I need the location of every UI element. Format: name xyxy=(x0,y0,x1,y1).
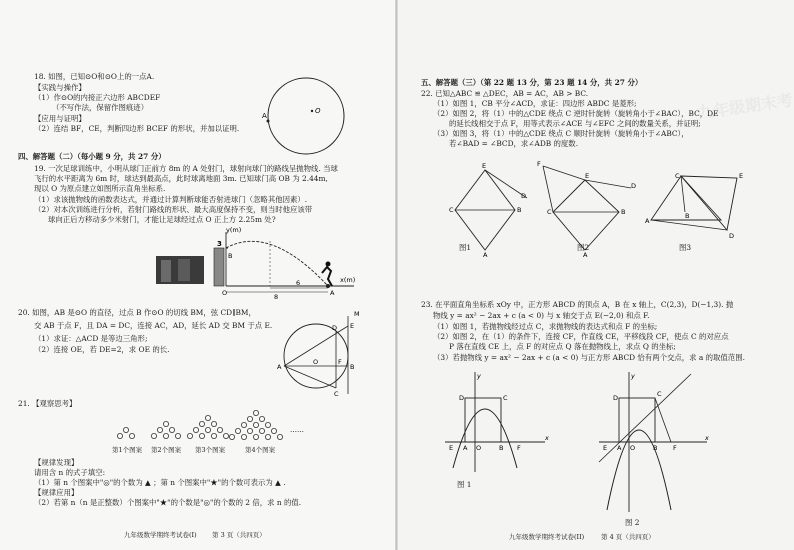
label-a: A xyxy=(463,444,468,452)
label-8: 8 xyxy=(274,293,279,300)
label-y: y xyxy=(631,372,635,380)
footer-left-title: 九年级数学期终考试卷(I) xyxy=(124,531,197,539)
label-f: F xyxy=(517,444,521,452)
q22-caption-3: 图3 xyxy=(679,243,692,252)
x-label: x(m) xyxy=(340,276,356,284)
label-y: y xyxy=(477,372,481,380)
pattern-3 xyxy=(187,415,228,438)
label-a: A xyxy=(617,444,622,452)
q23-caption-2: 图 2 xyxy=(625,518,640,527)
q18-apply-heading: 【应用与证明】 xyxy=(34,114,86,123)
q22-line2: （1）如图 1，CB 平分∠ACD，求证：四边形 ABDC 是菱形; xyxy=(433,99,637,108)
label-m: M xyxy=(354,310,360,318)
label-e: E xyxy=(350,322,355,330)
q23-caption-1: 图 1 xyxy=(457,480,472,489)
label-a: A xyxy=(483,251,488,258)
label-c: C xyxy=(503,394,508,402)
q21-caption-3: 第3个图案 xyxy=(195,446,226,454)
label-a: A xyxy=(277,363,282,371)
q21-heading: 21. 【观察思考】 xyxy=(18,399,77,408)
label-o: O xyxy=(222,289,228,297)
label-d: D xyxy=(729,232,735,240)
square-abcd xyxy=(619,398,655,442)
point-a xyxy=(326,284,330,288)
label-b: B xyxy=(517,206,522,214)
label-x: x xyxy=(545,434,549,442)
bleed-through-text: 九年级期末考 xyxy=(696,90,794,123)
q20-line3: （1）求证：△ACD 是等边三角形; xyxy=(34,334,148,343)
circle-o xyxy=(284,324,348,388)
label-e: E xyxy=(482,162,487,170)
q21-caption-2: 第2个图案 xyxy=(151,446,182,454)
footer-left-page: 第 3 页（共四页） xyxy=(212,531,266,539)
q18-practice-heading: 【实践与操作】 xyxy=(34,83,86,92)
q23-figure-2 xyxy=(595,368,713,516)
label-c: C xyxy=(675,172,680,180)
label-d: D xyxy=(521,192,527,200)
label-o: O xyxy=(313,358,319,366)
q18-part1: （1）作⊙O的内接正六边形 ABCDEF xyxy=(34,93,161,102)
pattern-2 xyxy=(151,421,180,438)
label-o: O xyxy=(476,444,482,452)
pattern-1 xyxy=(117,427,134,438)
q20-circle-figure xyxy=(276,306,368,398)
q20-line1: 20. 如图，AB 是⊙O 的直径，过点 B 作⊙O 的切线 BM，弦 CD∥BM， xyxy=(18,308,256,317)
q23-line4: （2）如图 2，在（1）的条件下，连接 CF，作直线 CE，平移线段 CF，使点 C 的对应点 xyxy=(433,332,729,341)
label-e: E xyxy=(585,172,590,180)
q23-line1: 23. 在平面直角坐标系 xOy 中，正方形 ABCD 的顶点 A，B 在 x 轴上，C(2,3)，D(−1,3). 抛 xyxy=(421,300,734,309)
q19-line4: （1）求该抛物线的函数表达式，并通过计算判断球能否射进球门（忽略其他因素）. xyxy=(34,195,308,204)
label-b: B xyxy=(685,212,690,220)
extend-de xyxy=(543,166,585,180)
goal-post-photo xyxy=(161,260,171,282)
page-right xyxy=(397,0,794,550)
q22-caption-2: 图2 xyxy=(577,243,590,252)
label-c: C xyxy=(657,390,662,398)
q23-line6: （3）若抛物线 y = ax² − 2ax + c (a < 0) 与正方形 ABCD 恰有两个交点，求 a 的取值范围. xyxy=(433,353,745,362)
q18-stem: 18. 如图，已知⊙O和⊙O上的一点A. xyxy=(34,72,155,81)
q22-figure-3 xyxy=(645,168,749,248)
goal-post-photo-2 xyxy=(178,259,190,281)
ball-trajectory xyxy=(226,241,328,286)
q22-line1: 22. 已知△ABC ≌ △DEC，AB = AC，AB > BC. xyxy=(421,89,589,98)
q21-apply-heading: 【规律应用】 xyxy=(34,488,79,497)
parabola xyxy=(453,409,517,468)
q19-trajectory-figure xyxy=(152,226,372,300)
label-e: E xyxy=(739,172,744,180)
label-a: A xyxy=(330,289,335,297)
point-o xyxy=(311,110,313,112)
label-f: F xyxy=(338,358,342,366)
label-a: A xyxy=(645,217,650,225)
segment-cb xyxy=(681,176,685,212)
square-abcd xyxy=(465,398,501,442)
point-a xyxy=(267,120,270,123)
label-c: C xyxy=(547,208,552,216)
q21-caption-4: 第4个图案 xyxy=(245,446,276,454)
q21-caption-1: 第1个图案 xyxy=(112,446,143,454)
q22-line6: 若∠BAD = ∠BCD，求∠ADB 的度数. xyxy=(449,139,579,148)
label-b: B xyxy=(350,363,355,371)
label-c: C xyxy=(449,206,454,214)
ellipsis: …… xyxy=(290,426,304,434)
line-ce xyxy=(599,374,691,462)
q19-line6: 球向正后方移动多少米射门，才能让足球经过点 O 正上方 2.25m 处? xyxy=(48,215,276,224)
footer-right-page: 第 4 页（共四页） xyxy=(601,533,655,541)
label-f: F xyxy=(673,444,677,452)
label-d: D xyxy=(332,324,338,332)
rhombus-2 xyxy=(553,180,619,250)
label-b: B xyxy=(499,444,504,452)
q21-rule-question: 请用含 n 的式子填空: xyxy=(34,468,106,477)
label-d: D xyxy=(631,182,637,190)
label-e: E xyxy=(449,444,454,452)
label-d: D xyxy=(613,394,619,402)
q23-line5: P 落在直线 CE 上，点 F 的对应点 Q 落在抛物线上，求点 Q 的坐标; xyxy=(449,342,676,351)
extend-bc xyxy=(543,166,553,212)
q18-circle-figure xyxy=(262,74,350,158)
label-o: O xyxy=(315,107,321,115)
q23-figure-1 xyxy=(441,368,553,476)
label-b: B xyxy=(653,444,658,452)
label-e: E xyxy=(603,444,608,452)
q19-line3: 现以 O 为原点建立如图所示直角坐标系. xyxy=(34,184,166,193)
label-d: D xyxy=(459,394,465,402)
section-5-heading: 五、解答题（三）（第 22 题 13 分，第 23 题 14 分，共 27 分） xyxy=(421,78,643,87)
label-a: A xyxy=(583,251,588,258)
pattern-4 xyxy=(229,410,282,439)
q22-line4: 的延长线相交于点 F，用等式表示∠ACE 与∠EFC 之间的数量关系，并证明; xyxy=(449,119,701,128)
q22-line5: （3）如图 3，将（1）中的△CDE 绕点 C 顺时针旋转（旋转角小于∠ABC）， xyxy=(433,129,689,138)
label-b: B xyxy=(228,252,233,260)
section-4-heading: 四、解答题（二）（每小题 9 分，共 27 分） xyxy=(18,152,166,161)
q23-line2: 物线 y = ax² − 2ax + c (a < 0) 与 x 轴交于点 E(−2,0) 和点 F. xyxy=(433,311,650,320)
y-label: y(m) xyxy=(226,226,242,234)
label-b: B xyxy=(621,208,626,216)
q19-line2: 飞行的水平距离为 6m 时，球达到最高点，此时球离地面 3m. 已知球门高 OB 为 2.44m, xyxy=(34,174,328,183)
q20-line4: （2）连接 OE，若 DE=2，求 OE 的长. xyxy=(34,345,170,354)
label-a: A xyxy=(262,112,267,120)
q21-part2: （2）若第 n（n 是正整数）个图案中"★"的个数是"◎"的个数的 2 倍，求 n 的值. xyxy=(34,498,302,507)
label-c: C xyxy=(334,390,339,398)
label-6: 6 xyxy=(296,279,301,287)
q20-line2: 交 AB 于点 F，且 DA = DC，连接 AC，AD，延长 AD 交 BM 于点 E. xyxy=(34,321,273,330)
goal-block xyxy=(214,248,224,286)
q23-line3: （1）如图 1，若抛物线经过点 C，求抛物线的表达式和点 F 的坐标; xyxy=(433,322,658,331)
label-f: F xyxy=(537,160,541,168)
q18-note: （不写作法，保留作图痕迹） xyxy=(52,103,149,112)
q22-caption-1: 图1 xyxy=(459,243,472,252)
player-silhouette xyxy=(322,267,332,286)
player-head xyxy=(326,262,331,267)
label-o: O xyxy=(630,444,636,452)
segment-cf xyxy=(655,398,671,442)
q21-part1: （1）第 n 个图案中"◎"的个数为 ▲ ；第 n 个图案中"★"的个数可表示为 ▲ . xyxy=(34,478,286,487)
q21-rule-heading: 【规律发现】 xyxy=(34,458,79,467)
circle-o xyxy=(268,78,344,154)
footer-right-title: 九年级数学期终考试卷(II) xyxy=(509,533,585,541)
q22-figure-1 xyxy=(437,158,533,258)
q19-line1: 19. 一次足球训练中，小明从球门正前方 8m 的 A 处射门，球射向球门的路线呈抛物线. 当球 xyxy=(34,164,338,173)
q18-part2: （2）连结 BF，CE，判断四边形 BCEF 的形状，并加以证明. xyxy=(34,124,240,133)
q19-line5: （2）对本次训练进行分析，若射门路线的形状、最大高度保持不变，则当时他应该带 xyxy=(34,205,313,214)
triangle-cde xyxy=(681,176,737,230)
page-spine xyxy=(395,0,398,550)
label-x: x xyxy=(705,434,709,442)
q21-patterns xyxy=(110,408,310,444)
q22-line3: （2）如图 2，将（1）中的△CDE 绕点 C 逆时针旋转（旋转角小于∠BAC），BC，DE xyxy=(433,109,719,118)
label-3: 3 xyxy=(217,240,222,248)
segment-ad xyxy=(651,220,727,230)
